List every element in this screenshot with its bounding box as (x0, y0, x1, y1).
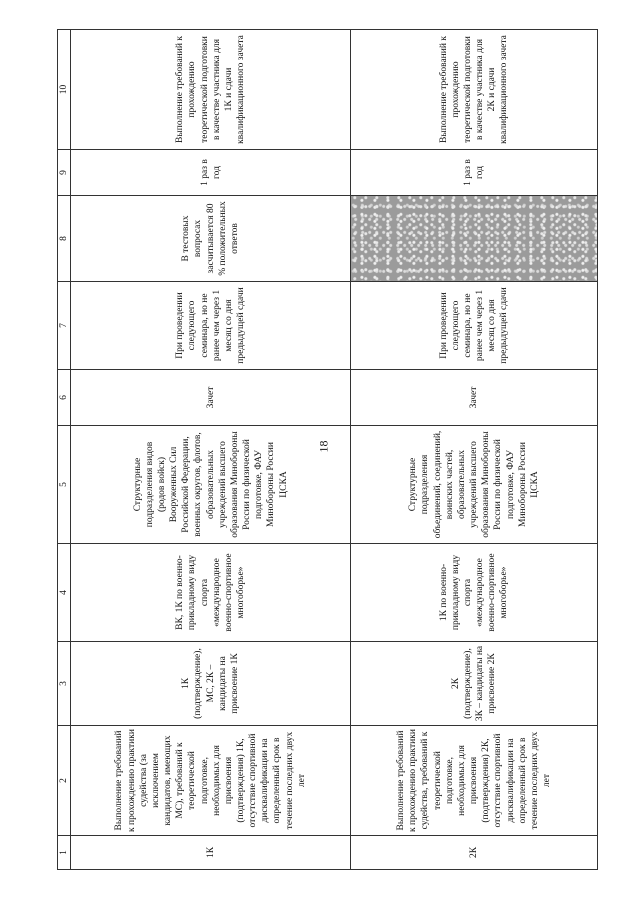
table-row-1k (71, 30, 351, 870)
requirements-cell: Выполнение требований к прохождению практики судейства, требований к теоретической подготовке, необходимых для присвоения (подтверждения) 2К, отсутствие спортивной дисквалификации на определенный срок в течение последних двух лет (351, 726, 598, 836)
requirements-cell: Выполнение требований к прохождению практики судейства (за исключением кандидатов, имеющих МС), требований к теоретической подготовке, необходимых для присвоения (подтверждения) 1К, отсутствие спортивной дисквалификации на определенный срок в течение последних двух лет (71, 726, 351, 836)
candidates-cell: 2К (подтверждение), 3К – кандидаты на присвоение 2К (351, 642, 598, 726)
table-row-2k (351, 30, 598, 870)
header-row (58, 30, 71, 870)
criteria-cell: В тестовых вопросах засчитывается 80 % положительных ответов (71, 196, 351, 282)
col-header-6: 6 (58, 370, 71, 426)
conditions-cell: Выполнение требований к прохождению теоретической подготовки в качестве участника для 2К и сдачи квалификационного зачета (351, 30, 598, 150)
page-number: 18 (316, 440, 331, 453)
col-header-1: 1 (58, 836, 71, 870)
retake-cell: При проведении следующего семинара, но не ранее чем через 1 месяц со дня предыдущей сдачи (351, 282, 598, 370)
organizations-cell: Структурные подразделения видов (родов войск) Вооруженных Сил Российской Федерации, военных округов, флотов, образовательных учреждений высшего образования Минобороны России по физической подготовке, ФАУ Минобороны России ЦСКА (71, 426, 351, 544)
category-cell: 1К (71, 836, 351, 870)
col-header-3: 3 (58, 642, 71, 726)
frequency-cell: 1 раз в год (351, 150, 598, 196)
col-header-2: 2 (58, 726, 71, 836)
organizations-cell: Структурные подразделения объединений, соединений, воинских частей, образовательных учреждений высшего образования Минобороны России по физической подготовке, ФАУ Минобороны России ЦСКА (351, 426, 598, 544)
conditions-cell: Выполнение требований к прохождению теоретической подготовки в качестве участника для 1К и сдачи квалификационного зачета (71, 30, 351, 150)
criteria-cell-shaded (351, 196, 598, 282)
candidates-cell: 1К (подтверждение), МС, 2К – кандидаты на присвоение 1К (71, 642, 351, 726)
rotated-table-container (57, 30, 593, 870)
col-header-10: 10 (58, 30, 71, 150)
qualification-table (57, 29, 598, 870)
frequency-cell: 1 раз в год (71, 150, 351, 196)
retake-cell: При проведении следующего семинара, но не ранее чем через 1 месяц со дня предыдущей сдачи (71, 282, 351, 370)
examiners-cell: 1К по военно-прикладному виду спорта «международное военно-спортивное многоборье» (351, 544, 598, 642)
col-header-7: 7 (58, 282, 71, 370)
exam-form-cell: Зачет (71, 370, 351, 426)
col-header-4: 4 (58, 544, 71, 642)
col-header-8: 8 (58, 196, 71, 282)
examiners-cell: ВК, 1К по военно-прикладному виду спорта «международное военно-спортивное многоборье» (71, 544, 351, 642)
col-header-9: 9 (58, 150, 71, 196)
exam-form-cell: Зачет (351, 370, 598, 426)
col-header-5: 5 (58, 426, 71, 544)
category-cell: 2К (351, 836, 598, 870)
